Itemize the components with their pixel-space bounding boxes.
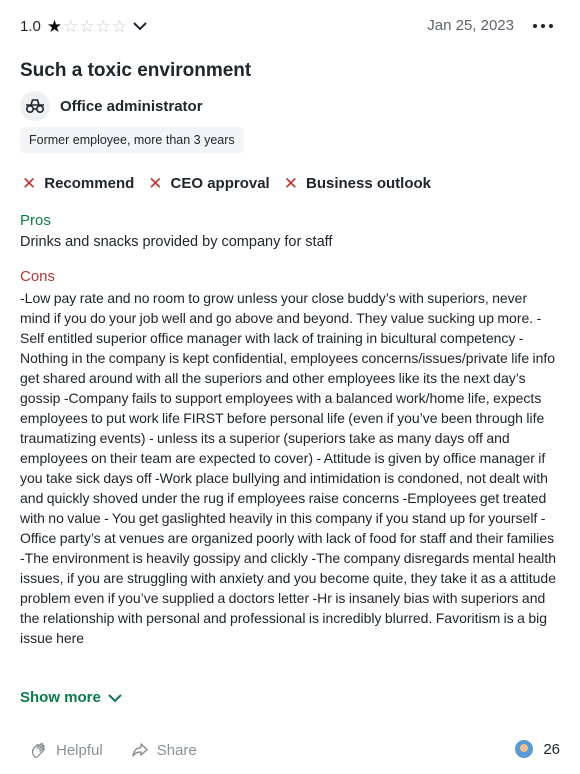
x-icon: ✕ xyxy=(22,174,37,193)
recommend-rating xyxy=(22,175,134,192)
briefcase-icon xyxy=(20,91,50,121)
helpful-label: Helpful xyxy=(56,741,103,759)
recommend-label: Recommend xyxy=(44,175,135,192)
business-outlook-rating xyxy=(284,175,431,192)
pros-heading: Pros xyxy=(20,212,51,229)
review-date: Jan 25, 2023 xyxy=(427,17,514,34)
reaction-count xyxy=(515,740,560,758)
business-outlook-label: Business outlook xyxy=(305,175,432,192)
pros-text: Drinks and snacks provided by company for staff xyxy=(20,234,333,250)
star-empty-icon: ☆ xyxy=(111,16,128,36)
chevron-down-icon xyxy=(107,692,123,704)
ceo-approval-label: CEO approval xyxy=(170,175,270,192)
star-empty-icon: ☆ xyxy=(95,16,111,36)
review-title: Such a toxic environment xyxy=(20,60,252,81)
review-actions xyxy=(30,740,560,760)
x-icon: ✕ xyxy=(283,174,298,193)
role-label: Office administrator xyxy=(60,97,203,115)
show-more-label: Show more xyxy=(20,689,101,706)
star-empty-icon: ☆ xyxy=(63,16,79,36)
employment-status-badge: Former employee, more than 3 years xyxy=(20,127,244,153)
review-header xyxy=(20,14,560,38)
cons-heading: Cons xyxy=(20,268,56,285)
ceo-approval-rating xyxy=(148,175,269,192)
rating-details-chevron-icon[interactable] xyxy=(132,18,148,34)
rating-value: 1.0 xyxy=(20,17,41,35)
more-options-icon[interactable] xyxy=(526,14,560,38)
x-icon: ✕ xyxy=(148,174,163,193)
star-empty-icon: ☆ xyxy=(79,16,95,36)
reaction-count-value: 26 xyxy=(543,740,560,758)
cons-text: -Low pay rate and no room to grow unless your close buddy’s with superiors, never mind if you do your job well and go above and beyond. They value sucking up more. -Self entitled superior office manager with lack of training in bicultural competency -Nothing in the company is kept confidential, employees concerns/issues/private life info get shared around with all the superiors and other employees like its the next day’s gossip -Company fails to support employees with a balanced work/home life, expects employees to put work life FIRST before personal life (even if you’ve been through life traumatizing events) - unless its a superior (superiors take as many days off and employees on their team are expected to cover) - Attitude is given by office manager if you take sick days off -Work place bullying and intimidation is condoned, not dealt with and quickly shoved under the rug if employees raise concerns -Employees get treated with no value - You get gaslighted heavily in this company if you stand up for yourself - Office party’s at venues are organized poorly with lack of food for staff and their families -The environment is heavily gossipy and clickly -The company disregards mental health issues, if you are struggling with anxiety and you become quite, they take it as a attitude problem even if you’ve supplied a doctors letter -Hr is insanely bias with superiors and the relationship with personal and professional is incredibly blurred. Favoritism is a big issue here xyxy=(20,290,557,646)
star-filled-icon: ★ xyxy=(46,16,63,36)
recommendation-ratings xyxy=(22,175,445,192)
star-rating xyxy=(47,18,128,35)
reviewer-role xyxy=(20,91,203,121)
helpful-button[interactable] xyxy=(30,741,103,759)
show-more-button[interactable] xyxy=(20,689,123,706)
share-button[interactable] xyxy=(131,742,197,759)
hands-clap-icon xyxy=(30,741,48,759)
reaction-avatar-icon xyxy=(515,740,533,758)
share-icon xyxy=(131,742,149,758)
share-label: Share xyxy=(156,741,197,759)
